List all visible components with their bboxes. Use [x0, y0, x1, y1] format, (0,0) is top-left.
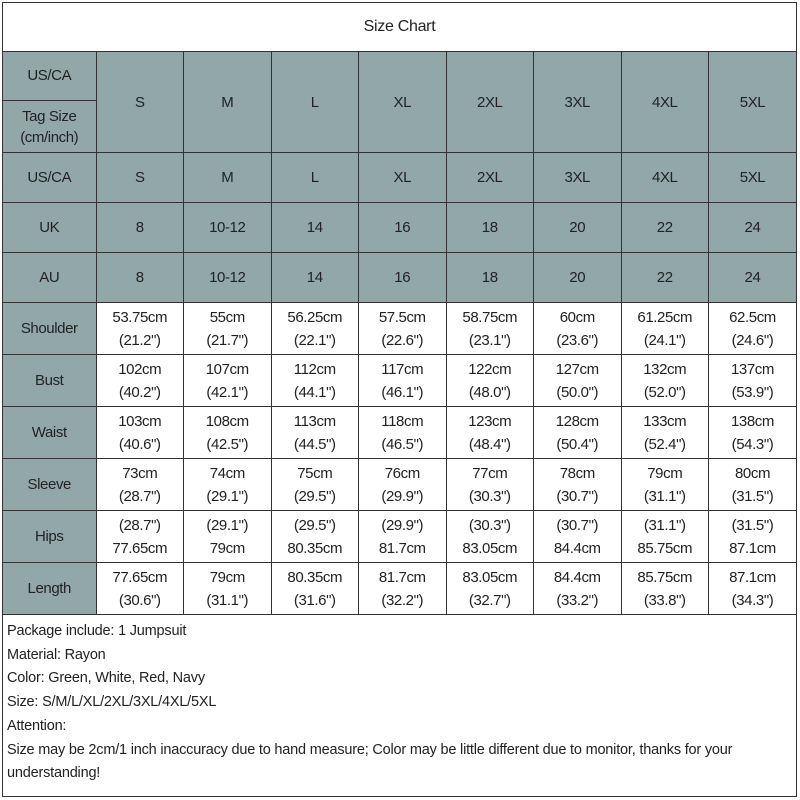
cell-line1: 107cm	[205, 360, 249, 378]
cell-line2: (31.1")	[206, 591, 249, 609]
cell-line1: (29.9")	[381, 516, 424, 534]
table-cell: 24	[709, 203, 797, 253]
cell-line2: (44.5")	[293, 435, 336, 453]
table-cell	[621, 303, 709, 355]
cell-line1: 57.5cm	[378, 308, 426, 326]
cell-line1: 79cm	[647, 464, 683, 482]
tag-label-bottom	[3, 101, 96, 152]
table-cell	[184, 459, 272, 511]
cell-line2: (23.1")	[468, 331, 511, 349]
table-cell	[359, 303, 447, 355]
table-cell	[709, 563, 797, 615]
cell-line2: (53.9")	[731, 383, 774, 401]
cell-line1: 108cm	[205, 412, 249, 430]
chart-title: Size Chart	[3, 3, 796, 52]
conversion-row	[3, 203, 796, 253]
row-label: UK	[3, 203, 96, 253]
attention-text: Attention:	[7, 717, 67, 734]
cell-line2: (34.3")	[731, 591, 774, 609]
table-cell: 3XL	[534, 153, 622, 203]
tag-label-top: US/CA	[3, 52, 96, 101]
table-cell: 8	[96, 253, 184, 303]
table-cell	[534, 563, 622, 615]
measurement-row	[3, 303, 796, 355]
cell-line2: (54.3")	[731, 435, 774, 453]
cell-line1: 58.75cm	[462, 308, 518, 326]
cell-line1: 87.1cm	[729, 568, 776, 586]
table-cell: 24	[709, 253, 797, 303]
cell-line1: 79cm	[209, 568, 245, 586]
row-label: Hips	[3, 511, 96, 563]
measurement-row	[3, 563, 796, 615]
table-cell: 18	[446, 203, 534, 253]
cell-line2: 87.1cm	[729, 539, 776, 557]
cell-line2: 77.65cm	[112, 539, 168, 557]
size-header-cell: L	[271, 52, 359, 153]
cell-line2: (31.5")	[731, 487, 774, 505]
cell-line2: (24.1")	[643, 331, 686, 349]
table-cell	[621, 459, 709, 511]
table-cell	[96, 355, 184, 407]
cell-line2: (50.0")	[556, 383, 599, 401]
cell-line1: 117cm	[381, 360, 424, 378]
row-label: Bust	[3, 355, 96, 407]
table-cell	[359, 511, 447, 563]
table-cell	[96, 303, 184, 355]
cell-line2: (32.2")	[381, 591, 424, 609]
table-cell: 20	[534, 203, 622, 253]
cell-line1: (29.5")	[293, 516, 336, 534]
table-cell	[96, 563, 184, 615]
cell-line2: (44.1")	[293, 383, 336, 401]
cell-line2: (46.5")	[381, 435, 424, 453]
table-cell	[271, 563, 359, 615]
cell-line1: 103cm	[118, 412, 162, 430]
cell-line1: 81.7cm	[378, 568, 426, 586]
cell-line1: 128cm	[555, 412, 599, 430]
cell-line1: 80.35cm	[287, 568, 343, 586]
table-cell	[446, 303, 534, 355]
table-cell	[621, 407, 709, 459]
cell-line1: 123cm	[468, 412, 512, 430]
cell-line2: 85.75cm	[637, 539, 693, 557]
table-cell	[621, 511, 709, 563]
cell-line1: 133cm	[643, 412, 687, 430]
cell-line1: 80cm	[734, 464, 771, 482]
table-cell	[271, 355, 359, 407]
table-cell	[359, 407, 447, 459]
table-cell	[446, 355, 534, 407]
cell-line1: 84.4cm	[553, 568, 601, 586]
cell-line1: 118cm	[381, 412, 424, 430]
cell-line2: (48.4")	[468, 435, 511, 453]
size-header-cell: 4XL	[621, 52, 709, 153]
row-label: Waist	[3, 407, 96, 459]
cell-line2: 81.7cm	[378, 539, 426, 557]
table-cell	[534, 355, 622, 407]
table-cell	[271, 511, 359, 563]
table-cell	[184, 407, 272, 459]
table-cell	[96, 459, 184, 511]
tag-size-header-cell	[3, 52, 96, 153]
size-header-cell: S	[96, 52, 184, 153]
cell-line2: (21.7")	[206, 331, 249, 349]
cell-line1: 85.75cm	[637, 568, 693, 586]
cell-line1: 102cm	[118, 360, 162, 378]
cell-line2: (23.6")	[556, 331, 599, 349]
cell-line2: (48.0")	[468, 383, 511, 401]
table-cell	[534, 459, 622, 511]
cell-line2: (42.5")	[206, 435, 249, 453]
cell-line1: 56.25cm	[287, 308, 343, 326]
cell-line2: (30.3")	[468, 487, 511, 505]
table-cell	[271, 303, 359, 355]
row-label: US/CA	[3, 153, 96, 203]
cell-line1: 77cm	[472, 464, 508, 482]
table-cell	[184, 511, 272, 563]
cell-line1: 73cm	[122, 464, 158, 482]
table-cell	[709, 459, 797, 511]
cell-line1: 112cm	[293, 360, 336, 378]
cell-line2: (46.1")	[381, 383, 424, 401]
cell-line2: (42.1")	[206, 383, 249, 401]
table-cell	[534, 511, 622, 563]
table-cell	[709, 303, 797, 355]
size-header-cell: M	[184, 52, 272, 153]
table-cell	[271, 459, 359, 511]
table-cell: 10-12	[184, 253, 272, 303]
cell-line1: 53.75cm	[112, 308, 168, 326]
size-header-cell: XL	[359, 52, 447, 153]
table-cell: L	[271, 153, 359, 203]
conversion-row	[3, 153, 796, 203]
size-header-cell: 5XL	[709, 52, 797, 153]
table-cell	[446, 563, 534, 615]
cell-line2: (52.0")	[643, 383, 686, 401]
conversion-row	[3, 253, 796, 303]
table-cell: XL	[359, 153, 447, 203]
cell-line2: (30.6")	[118, 591, 161, 609]
cell-line2: (33.8")	[643, 591, 686, 609]
size-table	[3, 52, 796, 615]
cell-line1: (28.7")	[118, 516, 161, 534]
cell-line2: 83.05cm	[462, 539, 518, 557]
table-cell: 4XL	[621, 153, 709, 203]
cell-line1: 78cm	[559, 464, 595, 482]
cell-line2: (22.6")	[381, 331, 424, 349]
cell-line1: 83.05cm	[462, 568, 518, 586]
table-cell: S	[96, 153, 184, 203]
measurement-row	[3, 355, 796, 407]
header-row	[3, 52, 796, 153]
tag-label-line1: Tag Size	[22, 107, 77, 125]
table-cell	[446, 511, 534, 563]
table-cell: 16	[359, 203, 447, 253]
cell-line1: (30.7")	[556, 516, 599, 534]
measurement-row	[3, 407, 796, 459]
tag-label-line2: (cm/inch)	[20, 128, 79, 146]
table-cell: 14	[271, 253, 359, 303]
cell-line2: (21.2")	[118, 331, 161, 349]
cell-line1: (31.5")	[731, 516, 774, 534]
table-cell: 16	[359, 253, 447, 303]
cell-line2: (30.7")	[556, 487, 599, 505]
table-cell	[96, 511, 184, 563]
cell-line1: 113cm	[293, 412, 336, 430]
package-include-text: Package include: 1 Jumpsuit	[7, 623, 187, 639]
row-label: Sleeve	[3, 459, 96, 511]
table-cell	[446, 459, 534, 511]
cell-line1: 75cm	[297, 464, 333, 482]
table-cell	[446, 407, 534, 459]
table-cell	[709, 407, 797, 459]
table-cell	[359, 355, 447, 407]
cell-line1: (31.1")	[643, 516, 686, 534]
cell-line1: (29.1")	[206, 516, 249, 534]
cell-line1: 74cm	[209, 464, 245, 482]
cell-line2: (52.4")	[643, 435, 686, 453]
cell-line2: (31.6")	[293, 591, 336, 609]
cell-line2: (40.2")	[118, 383, 161, 401]
cell-line2: (28.7")	[118, 487, 161, 505]
cell-line1: 132cm	[643, 360, 687, 378]
cell-line2: 80.35cm	[287, 539, 343, 557]
size-chart	[2, 2, 797, 797]
cell-line2: (50.4")	[556, 435, 599, 453]
cell-line1: 60cm	[559, 308, 595, 326]
table-cell	[184, 355, 272, 407]
cell-line1: (30.3")	[468, 516, 511, 534]
cell-line2: (40.6")	[118, 435, 161, 453]
cell-line2: (33.2")	[556, 591, 599, 609]
table-cell	[184, 303, 272, 355]
color-text: Color: Green, White, Red, Navy	[7, 670, 205, 687]
table-cell	[709, 511, 797, 563]
table-cell: 10-12	[184, 203, 272, 253]
cell-line1: 62.5cm	[729, 308, 776, 326]
table-cell: 18	[446, 253, 534, 303]
cell-line2: (24.6")	[731, 331, 774, 349]
measurement-row	[3, 459, 796, 511]
table-cell	[359, 459, 447, 511]
table-cell	[709, 355, 797, 407]
table-cell: 5XL	[709, 153, 797, 203]
cell-line1: 122cm	[468, 360, 512, 378]
table-cell	[359, 563, 447, 615]
table-cell: 22	[621, 203, 709, 253]
table-cell: 20	[534, 253, 622, 303]
cell-line1: 76cm	[384, 464, 420, 482]
table-cell	[184, 563, 272, 615]
cell-line2: 79cm	[209, 539, 245, 557]
table-cell	[621, 355, 709, 407]
measurement-row	[3, 511, 796, 563]
cell-line2: (29.5")	[293, 487, 336, 505]
table-cell: M	[184, 153, 272, 203]
cell-line2: (32.7")	[468, 591, 511, 609]
table-cell	[621, 563, 709, 615]
cell-line2: (29.1")	[206, 487, 249, 505]
table-cell: 14	[271, 203, 359, 253]
cell-line1: 61.25cm	[637, 308, 693, 326]
table-cell	[534, 407, 622, 459]
size-header-cell: 3XL	[534, 52, 622, 153]
table-cell: 2XL	[446, 153, 534, 203]
cell-line2: 84.4cm	[553, 539, 601, 557]
size-header-cell: 2XL	[446, 52, 534, 153]
cell-line2: (31.1")	[643, 487, 686, 505]
table-cell: 8	[96, 203, 184, 253]
cell-line1: 137cm	[730, 360, 775, 378]
cell-line2: (29.9")	[381, 487, 424, 505]
cell-line1: 138cm	[730, 412, 775, 430]
size-text: Size: S/M/L/XL/2XL/3XL/4XL/5XL	[7, 694, 217, 711]
row-label: Shoulder	[3, 303, 96, 355]
row-label: AU	[3, 253, 96, 303]
cell-line1: 55cm	[209, 308, 245, 326]
table-cell	[271, 407, 359, 459]
table-cell	[534, 303, 622, 355]
disclaimer-text: Size may be 2cm/1 inch inaccuracy due to hand measure; Color may be little different due to monitor, thanks for your understanding!	[7, 741, 733, 782]
table-cell	[96, 407, 184, 459]
cell-line1: 127cm	[555, 360, 599, 378]
table-cell: 22	[621, 253, 709, 303]
product-notes	[3, 615, 796, 786]
cell-line1: 77.65cm	[112, 568, 168, 586]
cell-line2: (22.1")	[293, 331, 336, 349]
material-text: Material: Rayon	[7, 646, 106, 663]
row-label: Length	[3, 563, 96, 615]
